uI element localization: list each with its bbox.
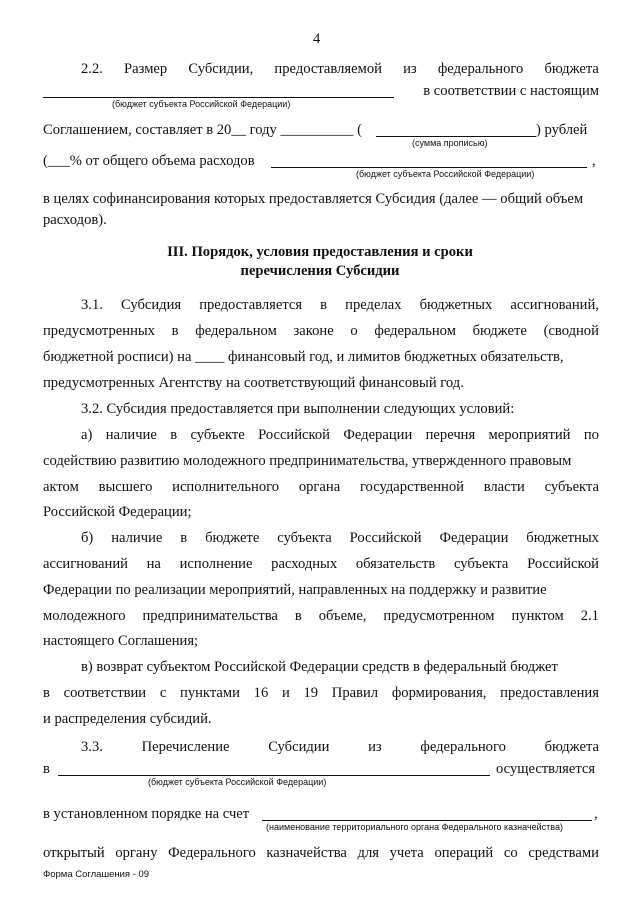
word: Федерации	[343, 427, 413, 443]
word: мероприятий	[488, 427, 571, 443]
budget-caption-3-3: (бюджет субъекта Российской Федерации)	[148, 777, 327, 787]
word: субъекта	[453, 556, 509, 572]
clause-3-3-line4	[43, 844, 599, 862]
clause-3-3-line3: в установленном порядке на счет	[43, 806, 250, 822]
word: для	[357, 845, 379, 861]
word: субъекте	[190, 427, 245, 443]
word: в	[294, 608, 302, 624]
clause-3-2-a-line1	[43, 426, 599, 444]
percent-text: (___% от общего объема расходов	[43, 153, 255, 169]
budget-caption: (бюджет субъекта Российской Федерации)	[112, 99, 291, 109]
word: Российской	[349, 530, 422, 546]
word: 3.1.	[81, 297, 103, 313]
word: высшего	[98, 479, 153, 495]
word: по	[583, 427, 599, 443]
word: Федерального	[168, 845, 256, 861]
word: предусмотренном	[383, 608, 495, 624]
word: предпринимательства	[142, 608, 278, 624]
word: казначейства	[266, 845, 347, 861]
section-3-heading-line1: III. Порядок, условия предоставления и сроки	[167, 244, 473, 260]
word: бюджета	[544, 61, 599, 77]
word: Российской	[527, 556, 599, 572]
rubles-text: ) рублей	[536, 122, 588, 138]
word: открытый	[43, 845, 105, 861]
word: бюджете	[472, 323, 527, 339]
word: бюджета	[544, 739, 599, 755]
clause-3-1-line4: предусмотренных Агентству на соответствующий финансовый год.	[43, 375, 464, 391]
word: объеме,	[318, 608, 367, 624]
word: предоставляемой	[274, 61, 382, 77]
word: исполнение	[179, 556, 253, 572]
word: Перечисление	[141, 739, 230, 755]
word: расходных	[271, 556, 338, 572]
word: актом	[43, 479, 79, 495]
agreement-amount-text: Соглашением, составляет в 20__ году __________ (	[43, 122, 362, 138]
word: Правил	[331, 685, 379, 701]
word: в	[320, 297, 328, 313]
word: бюджетных	[526, 530, 599, 546]
budget-caption-2: (бюджет субъекта Российской Федерации)	[356, 169, 535, 179]
in-accordance-text: в соответствии с настоящим	[423, 83, 599, 99]
sum-blank-line	[376, 136, 536, 137]
clause-3-2-v-line1: в) возврат субъектом Российской Федерации средств в федеральный бюджет	[81, 659, 558, 675]
word: со	[503, 845, 518, 861]
word: в	[171, 323, 179, 339]
word: органу	[115, 845, 158, 861]
budget-blank-line-3-3	[58, 775, 490, 776]
word: власти	[483, 479, 525, 495]
word: Субсидии,	[188, 61, 254, 77]
word: субъекта	[277, 530, 332, 546]
word: пределах	[345, 297, 402, 313]
word: б)	[81, 530, 94, 546]
word: молодежного	[43, 608, 126, 624]
clause-2-2-line5: расходов).	[43, 212, 107, 228]
clause-3-2-a-line4: Российской Федерации;	[43, 504, 192, 520]
word: государственной	[359, 479, 464, 495]
word: исполнительного	[172, 479, 280, 495]
clause-3-2-b-line1	[43, 529, 599, 547]
clause-3-2-b-line5: настоящего Соглашения;	[43, 633, 199, 649]
word: Федерации	[439, 530, 509, 546]
word: предусмотренных	[43, 323, 155, 339]
clause-3-2-b-line4	[43, 607, 599, 625]
word: из	[368, 739, 382, 755]
sum-caption: (сумма прописью)	[412, 138, 488, 148]
clause-3-3-comma: ,	[594, 806, 598, 822]
section-3-heading-line2: перечисления Субсидии	[240, 263, 400, 279]
word: формирования,	[391, 685, 487, 701]
clause-3-3-line1	[43, 738, 599, 756]
clause-3-2-line1: 3.2. Субсидия предоставляется при выполнении следующих условий:	[81, 401, 515, 417]
word: 2.2.	[81, 61, 103, 77]
clause-3-2-a-line3	[43, 478, 599, 496]
word: 2.1	[580, 608, 599, 624]
word: обязательств	[355, 556, 436, 572]
word: пунктами	[180, 685, 240, 701]
page-number: 4	[313, 31, 321, 47]
word: из	[403, 61, 417, 77]
clause-3-3-in: в	[43, 761, 50, 777]
comma: ,	[592, 153, 596, 169]
clause-3-1-line3: бюджетной росписи) на ____ финансовый год, и лимитов бюджетных обязательств,	[43, 349, 564, 365]
word: федеральном	[195, 323, 277, 339]
word: федерального	[437, 61, 524, 77]
word: в	[43, 685, 50, 701]
word: предоставляется	[199, 297, 303, 313]
word: наличие	[111, 530, 163, 546]
clause-3-2-v-line2	[43, 684, 599, 702]
word: Субсидии	[268, 739, 330, 755]
clause-3-1-line2	[43, 322, 599, 340]
word: Субсидия	[120, 297, 182, 313]
word: Российской	[258, 427, 330, 443]
clause-2-2-line1	[43, 60, 599, 78]
word: законе	[293, 323, 334, 339]
word: а)	[81, 427, 93, 443]
word: и	[281, 685, 290, 701]
clause-3-2-a-line2: содействию развитию молодежного предпринимательства, утвержденного правовым	[43, 453, 572, 469]
clause-3-2-v-line3: и распределения субсидий.	[43, 711, 212, 727]
word: наличие	[105, 427, 157, 443]
clause-3-2-b-line2	[43, 555, 599, 573]
word: федерального	[420, 739, 506, 755]
word: о	[350, 323, 358, 339]
word: средствами	[528, 845, 599, 861]
word: 3.3.	[81, 739, 103, 755]
word: ассигнований	[43, 556, 128, 572]
word: предоставления	[500, 685, 599, 701]
total-expenses-blank-line	[271, 167, 587, 168]
treasury-caption: (наименование территориального органа Федерального казначейства)	[266, 822, 563, 832]
word: перечня	[425, 427, 476, 443]
word: (сводной	[543, 323, 599, 339]
clause-3-3-performed: осуществляется	[496, 761, 596, 777]
word: пунктом	[511, 608, 564, 624]
word: с	[159, 685, 167, 701]
budget-blank-line	[43, 97, 394, 98]
word: 16	[253, 685, 269, 701]
word: ассигнований,	[510, 297, 599, 313]
word: субъекта	[544, 479, 599, 495]
clause-3-2-b-line3: Федерации по реализации мероприятий, направленных на поддержку и развитие	[43, 582, 547, 598]
clause-3-1-line1	[43, 296, 599, 314]
word: учета	[389, 845, 424, 861]
word: федеральном	[374, 323, 456, 339]
word: операций	[434, 845, 494, 861]
word: 19	[303, 685, 319, 701]
word: на	[146, 556, 161, 572]
word: в	[170, 427, 178, 443]
word: органа	[298, 479, 341, 495]
treasury-blank-line	[262, 820, 592, 821]
word: бюджете	[205, 530, 260, 546]
word: бюджетных	[419, 297, 493, 313]
form-footer: Форма Соглашения - 09	[43, 869, 150, 880]
clause-2-2-line4: в целях софинансирования которых предоставляется Субсидия (далее — общий объем	[43, 191, 584, 207]
word: в	[180, 530, 188, 546]
word: Размер	[124, 61, 168, 77]
word: соответствии	[63, 685, 147, 701]
